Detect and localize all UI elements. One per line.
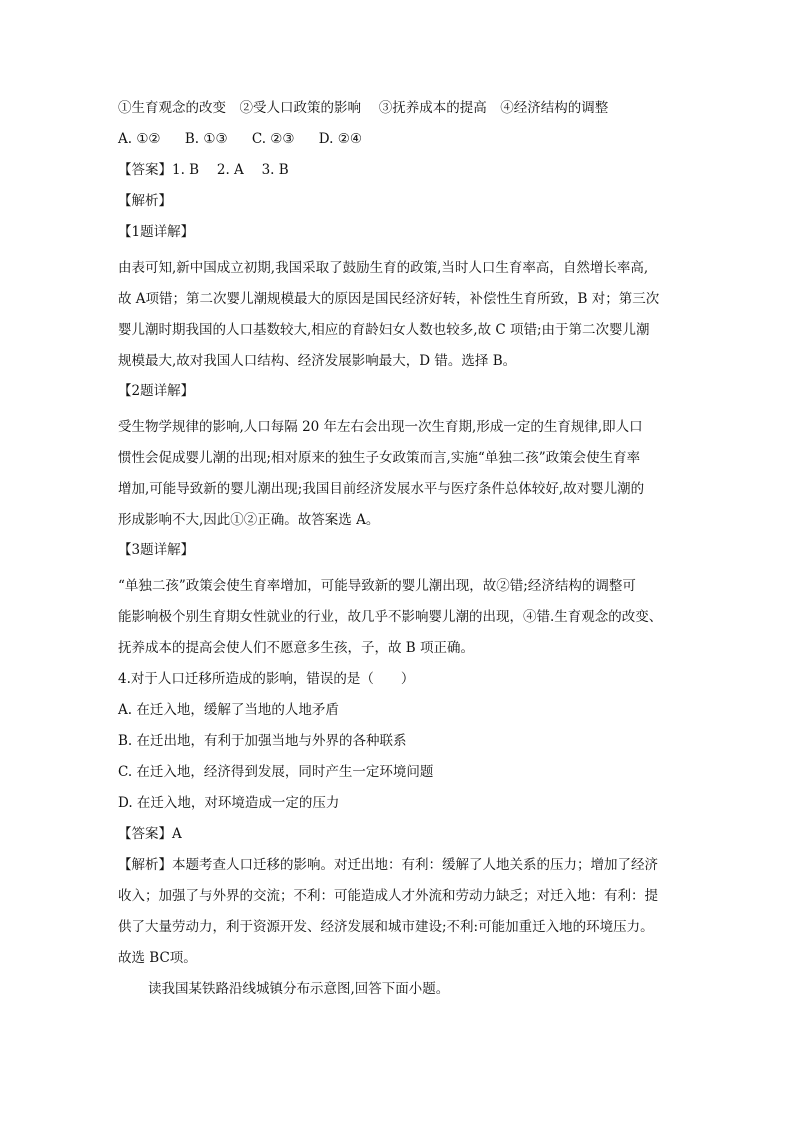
q4-option-d: D. 在迁入地，对环境造成一定的压力 — [118, 795, 340, 811]
analysis-heading: 【解析】 — [118, 193, 172, 209]
q3-option-c: C. ②③ — [251, 131, 295, 147]
q1-line: 规模最大,故对我国人口结构、经济发展影响最大，D 错。选择 B。 — [118, 353, 517, 369]
q3-option-d: D. ②④ — [318, 131, 362, 147]
q1-line: 由表可知,新中国成立初期,我国采取了鼓励生育的政策,当时人口生育率高，自然增长率高, — [118, 260, 649, 276]
q4-analysis-line: 故选 BC项。 — [118, 950, 197, 966]
q4-analysis-line: 【解析】本题考查人口迁移的影响。对迁出地：有利：缓解了人地关系的压力；增加了经济 — [118, 857, 658, 873]
q1-line: 婴儿潮时期我国的人口基数较大,相应的育龄妇女人数也较多,故 C 项错;由于第二次婴儿潮 — [118, 322, 650, 338]
q2-line: 增加,可能导致新的婴儿潮出现;我国目前经济发展水平与医疗条件总体较好,故对婴儿潮的 — [118, 481, 645, 497]
q3-line: 能影响极个别生育期女性就业的行业，故几乎不影响婴儿潮的出现，④错.生育观念的改变、 — [118, 609, 663, 625]
q2-line: 形成影响不大,因此①②正确。故答案选 A。 — [118, 512, 380, 528]
q3-choices-line: ①生育观念的改变 ②受人口政策的影响 ③抚养成本的提高 ④经济结构的调整 — [118, 100, 609, 116]
q4-analysis-line: 收入；加强了与外界的交流；不利：可能造成人才外流和劳动力缺乏；对迁入地：有利：提 — [118, 888, 658, 904]
q2-line: 惯性会促成婴儿潮的出现;相对原来的独生子女政策而言,实施“单独二孩”政策会使生育率 — [118, 450, 641, 466]
q1-heading: 【1题详解】 — [118, 224, 195, 240]
q3-line: 抚养成本的提高会使人们不愿意多生孩，子，故 B 项正确。 — [118, 640, 475, 656]
q3-options — [118, 129, 678, 149]
q3-line: “单独二孩”政策会使生育率增加，可能导致新的婴儿潮出现，故②错;经济结构的调整可 — [118, 578, 636, 594]
q4-stem: 4.对于人口迁移所造成的影响，错误的是（ ） — [118, 671, 415, 687]
q4-option-a: A. 在迁入地，缓解了当地的人地矛盾 — [118, 702, 339, 718]
q4-option-b: B. 在迁出地，有利于加强当地与外界的各种联系 — [118, 733, 407, 749]
q3-heading: 【3题详解】 — [118, 542, 195, 558]
q3-explanation — [118, 571, 678, 664]
q2-explanation — [118, 412, 678, 536]
next-question-intro: 读我国某铁路沿线城镇分布示意图,回答下面小题。 — [148, 981, 450, 997]
q4-option-c: C. 在迁入地，经济得到发展，同时产生一定环境问题 — [118, 764, 434, 780]
q4-analysis — [118, 850, 678, 974]
q2-heading: 【2题详解】 — [118, 383, 195, 399]
q3-option-b: B. ①③ — [184, 131, 228, 147]
q4-analysis-line: 供了大量劳动力，利于资源开发、经济发展和城市建设;不利:可能加重迁入地的环境压力。 — [118, 919, 654, 935]
q1-line: 故 A项错；第二次婴儿潮规模最大的原因是国民经济好转，补偿性生育所致，B 对；第三次 — [118, 291, 660, 307]
q4-answer: 【答案】A — [118, 826, 182, 842]
answer-line: 【答案】1. B 2. A 3. B — [118, 162, 289, 178]
q3-option-a: A. ①② — [118, 131, 161, 147]
q1-explanation — [118, 253, 678, 377]
document-content — [118, 98, 678, 1005]
q2-line: 受生物学规律的影响,人口每隔 20 年左右会出现一次生育期,形成一定的生育规律,即人口 — [118, 419, 643, 435]
